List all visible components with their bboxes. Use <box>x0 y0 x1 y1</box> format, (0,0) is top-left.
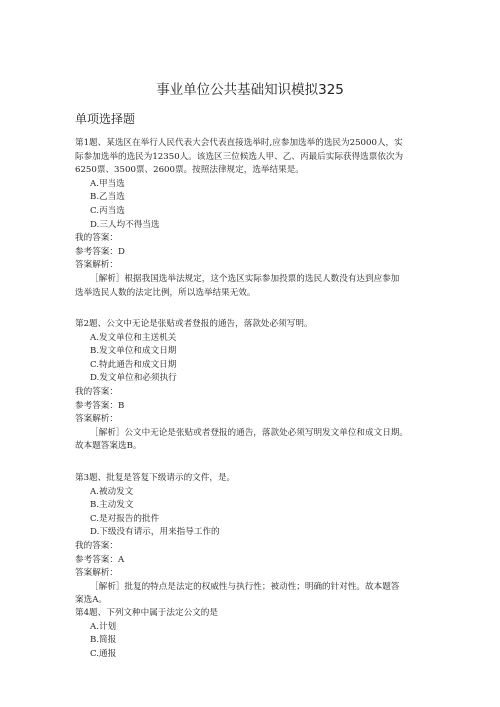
my-answer: 我的答案： <box>75 233 118 244</box>
option-b: B.乙当选 <box>90 192 125 203</box>
question-1 <box>75 137 435 300</box>
option-c: C.丙当选 <box>90 205 125 216</box>
analysis-label: 答案解析： <box>75 414 118 425</box>
option-a: A.甲当选 <box>90 178 125 189</box>
option-a: A.被动发文 <box>90 486 134 497</box>
option-d: D.下级没有请示，用来指导工作的 <box>90 527 220 538</box>
analysis-text: ［解析］根据我国选举法规定，这个选区实际参加投票的选民人数没有达到应参加 <box>90 273 400 284</box>
option-c: C.特此通告和成文日期 <box>90 359 177 370</box>
question-stem: 第3题、批复是答复下级请示的文件，是。 <box>75 473 236 483</box>
question-2 <box>75 318 435 454</box>
my-answer: 我的答案： <box>75 386 118 397</box>
option-a: A.发文单位和主送机关 <box>90 332 177 343</box>
analysis-label: 答案解析： <box>75 260 118 271</box>
question-3 <box>75 472 435 608</box>
reference-answer: 参考答案：D <box>75 246 125 257</box>
analysis-label: 答案解析： <box>75 568 118 579</box>
option-c: C.是对报告的批件 <box>90 513 160 524</box>
page-title: 事业单位公共基础知识模拟325 <box>156 82 344 98</box>
reference-answer: 参考答案：B <box>75 400 125 411</box>
analysis-text: 故本题答案选B。 <box>75 441 142 452</box>
analysis-text: 选举选民人数的法定比例，所以选举结果无效。 <box>75 287 256 298</box>
option-b: B.发文单位和成文日期 <box>90 346 177 357</box>
option-a: A.计划 <box>90 621 117 632</box>
section-heading: 单项选择题 <box>75 112 136 126</box>
question-stem: 第2题、公文中无论是张贴或者登报的通告，落款处必须写明。 <box>75 319 313 329</box>
question-stem: 6250票、3500票、2600票。按照法律规定，选举结果是。 <box>75 165 304 176</box>
question-stem: 第4题、下列文种中属于法定公文的是 <box>75 608 218 618</box>
analysis-text: 案选A。 <box>75 595 107 606</box>
analysis-text: ［解析］批复的特点是法定的权威性与执行性；被动性；明确的针对性。故本题答 <box>90 581 400 592</box>
option-c: C.通报 <box>90 648 117 659</box>
question-stem: 际参加选举的选民为12350人。该选区三位候选人甲、乙、丙最后实际获得选票依次为 <box>75 151 404 162</box>
option-b: B.主动发文 <box>90 500 134 511</box>
option-b: B.简报 <box>90 635 117 646</box>
reference-answer: 参考答案：A <box>75 554 125 565</box>
option-d: D.三人均不得当选 <box>90 219 160 230</box>
option-d: D.发文单位和必须执行 <box>90 373 177 384</box>
question-stem: 第1题、某选区在举行人民代表大会代表直接选举时,应参加选举的选民为25000人，实 <box>75 138 403 148</box>
question-4 <box>75 607 435 661</box>
my-answer: 我的答案： <box>75 540 118 551</box>
analysis-text: ［解析］公文中无论是张贴或者登报的通告，落款处必须写明发文单位和成文日期。 <box>90 427 408 438</box>
